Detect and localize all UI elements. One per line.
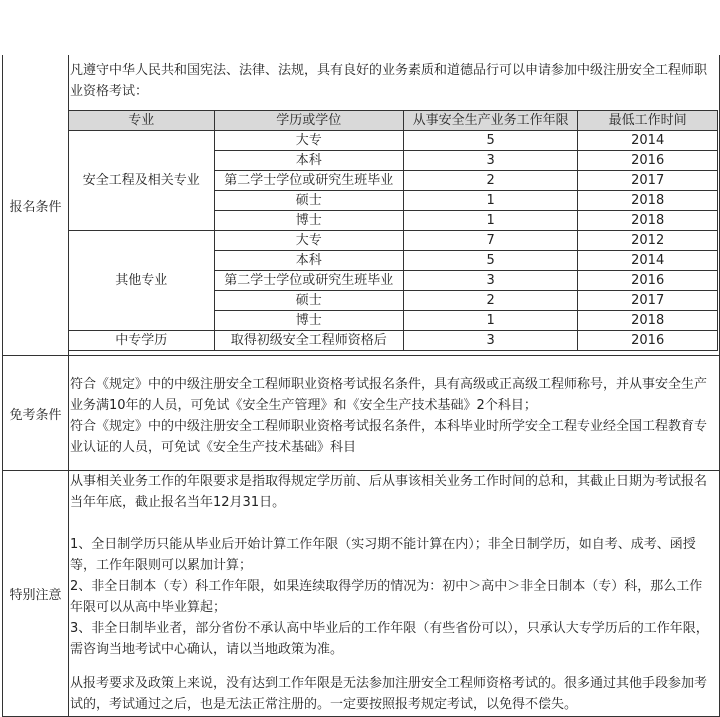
section-label-exemption: 免考条件	[3, 356, 69, 470]
years-cell: 3	[403, 151, 577, 171]
major-cell: 其他专业	[69, 231, 215, 331]
year-cell: 2017	[578, 171, 718, 191]
degree-cell: 博士	[214, 311, 403, 331]
requirements-document	[2, 55, 720, 717]
years-cell: 2	[403, 171, 577, 191]
header-min-year: 最低工作时间	[578, 111, 718, 131]
header-years: 从事安全生产业务工作年限	[403, 111, 577, 131]
degree-cell: 博士	[214, 211, 403, 231]
years-cell: 1	[403, 311, 577, 331]
degree-cell: 本科	[214, 151, 403, 171]
notes-paragraph-1: 从事相关业务工作的年限要求是指取得规定学历前、后从事该相关业务工作时间的总和，其截止日期为考试报名当年年底，截止报名当年12月31日。	[70, 474, 708, 510]
section-exemption	[3, 356, 719, 471]
section-content-notes	[69, 471, 719, 716]
degree-cell: 本科	[214, 251, 403, 271]
section-label-registration: 报名条件	[3, 55, 69, 355]
year-cell: 2016	[578, 151, 718, 171]
years-cell: 5	[403, 131, 577, 151]
years-cell: 3	[403, 331, 577, 351]
year-cell: 2016	[578, 271, 718, 291]
degree-cell: 硕士	[214, 291, 403, 311]
year-cell: 2018	[578, 211, 718, 231]
years-cell: 3	[403, 271, 577, 291]
section-content-exemption	[69, 356, 719, 470]
table-header-row	[69, 111, 718, 131]
degree-cell: 第二学士学位或研究生班毕业	[214, 171, 403, 191]
year-cell: 2014	[578, 251, 718, 271]
header-degree: 学历或学位	[214, 111, 403, 131]
requirements-table	[68, 110, 718, 351]
section-content-registration	[69, 55, 719, 355]
notes-paragraph-3: 2、非全日制本（专）科工作年限，如果连续取得学历的情况为：初中＞高中＞非全日制本（专）科，那么工作年限可以从高中毕业算起；	[70, 579, 703, 615]
year-cell: 2017	[578, 291, 718, 311]
year-cell: 2018	[578, 191, 718, 211]
year-cell: 2016	[578, 331, 718, 351]
degree-cell: 第二学士学位或研究生班毕业	[214, 271, 403, 291]
table-row	[69, 231, 718, 251]
degree-cell: 大专	[214, 231, 403, 251]
table-row	[69, 331, 718, 351]
years-cell: 1	[403, 191, 577, 211]
degree-cell: 大专	[214, 131, 403, 151]
year-cell: 2012	[578, 231, 718, 251]
degree-cell: 取得初级安全工程师资格后	[214, 331, 403, 351]
years-cell: 7	[403, 231, 577, 251]
notes-paragraph-2: 1、全日制学历只能从毕业后开始计算工作年限（实习期不能计算在内）；非全日制学历，如自考、成考、函授等，工作年限则可以累加计算；	[70, 537, 696, 573]
years-cell: 2	[403, 291, 577, 311]
section-notes	[3, 471, 719, 716]
year-cell: 2018	[578, 311, 718, 331]
major-cell: 中专学历	[69, 331, 215, 351]
exemption-paragraph-2: 符合《规定》中的中级注册安全工程师职业资格考试报名条件，本科毕业时所学安全工程专业经全国工程教育专业认证的人员，可免试《安全生产技术基础》科目	[70, 419, 708, 455]
notes-paragraph-5: 从报考要求及政策上来说，没有达到工作年限是无法参加注册安全工程师资格考试的。很多通过其他手段参加考试的，考试通过之后，也是无法正常注册的。一定要按照报考规定考试，以免得不偿失。	[70, 676, 708, 712]
section-registration	[3, 55, 719, 356]
table-row	[69, 131, 718, 151]
years-cell: 5	[403, 251, 577, 271]
major-cell: 安全工程及相关专业	[69, 131, 215, 231]
exemption-paragraph-1: 符合《规定》中的中级注册安全工程师职业资格考试报名条件，具有高级或正高级工程师称号，并从事安全生产业务满10年的人员，可免试《安全生产管理》和《安全生产技术基础》2个科目；	[70, 377, 708, 413]
header-major: 专业	[69, 111, 215, 131]
section-label-notes: 特别注意	[3, 471, 69, 716]
registration-intro: 凡遵守中华人民共和国宪法、法律、法规，具有良好的业务素质和道德品行可以申请参加中级注册安全工程师职业资格考试：	[70, 63, 708, 99]
year-cell: 2014	[578, 131, 718, 151]
degree-cell: 硕士	[214, 191, 403, 211]
years-cell: 1	[403, 211, 577, 231]
notes-paragraph-4: 3、非全日制毕业者，部分省份不承认高中毕业后的工作年限（有些省份可以），只承认大专学历后的工作年限，需咨询当地考试中心确认，请以当地政策为准。	[70, 621, 709, 657]
